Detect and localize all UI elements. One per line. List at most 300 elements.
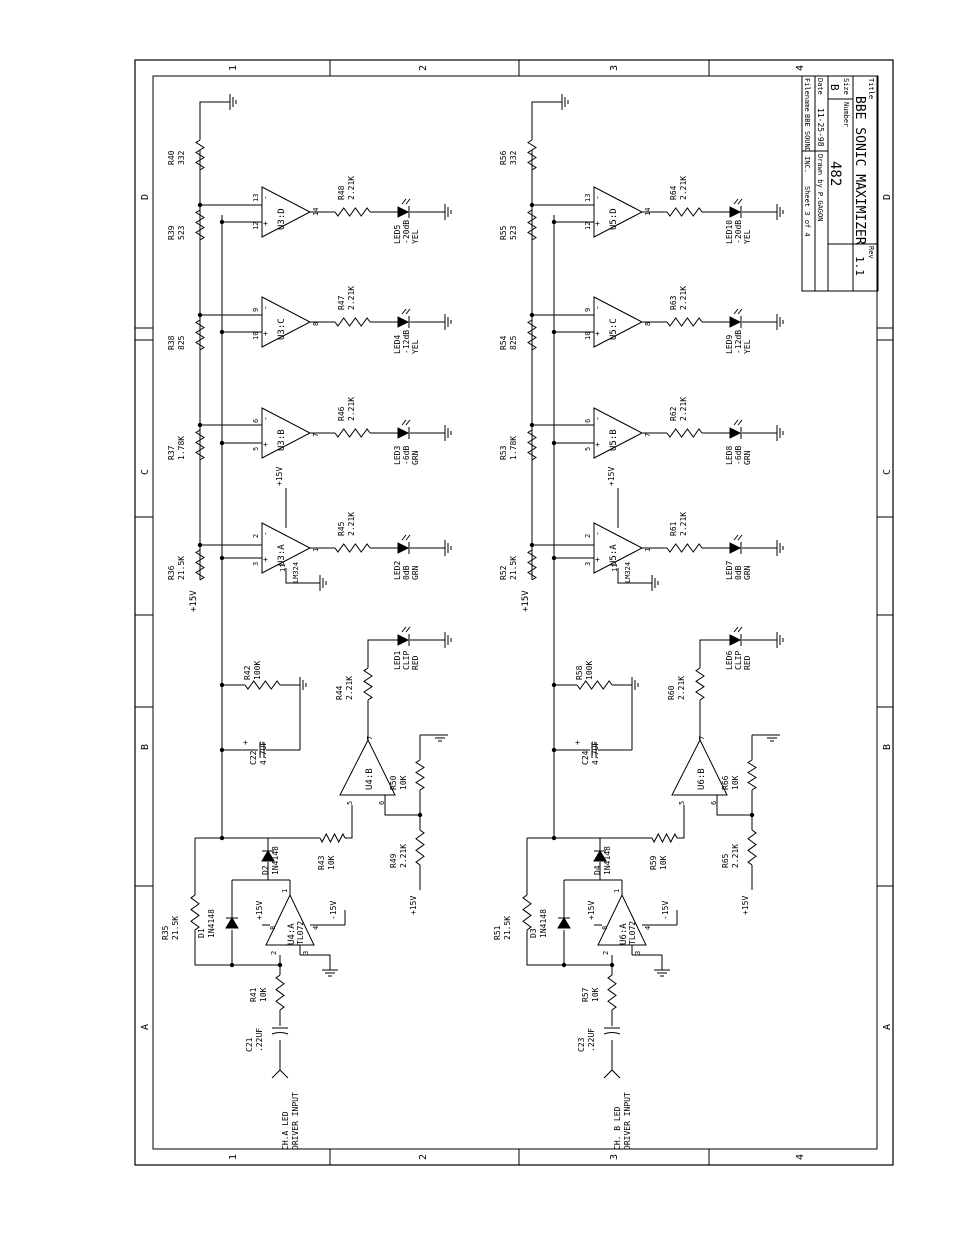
junction-dot	[552, 441, 556, 445]
resistor-label: R38	[167, 335, 176, 350]
resistor-symbol	[667, 208, 702, 216]
title-block	[802, 76, 878, 291]
led-label: CLIP	[734, 650, 743, 670]
wire	[406, 535, 410, 540]
opamp-label: LM324	[624, 561, 632, 583]
wire	[734, 420, 738, 425]
pin-number: 2	[252, 533, 260, 538]
resistor-symbol	[528, 210, 536, 240]
resistor-symbol	[528, 430, 536, 460]
resistor-label: 2.21K	[347, 511, 356, 536]
led-label: LED6	[725, 650, 734, 670]
frame-zone-left: A	[140, 1023, 151, 1030]
pin-number: +	[261, 221, 270, 226]
wire	[406, 309, 410, 314]
resistor-label: R56	[499, 150, 508, 165]
led-label: -20dB	[402, 219, 411, 244]
resistor-label: R48	[337, 185, 346, 200]
wire	[738, 535, 742, 540]
resistor-label: 21.5K	[177, 555, 186, 580]
opamp-label: U3:C	[277, 318, 287, 340]
supply-label: +15V	[255, 900, 264, 920]
resistor-label: R60	[667, 685, 676, 700]
rev-label: Rev	[867, 246, 875, 259]
wire	[402, 627, 406, 632]
resistor-label: 332	[177, 150, 186, 165]
led-label: LED8	[725, 445, 734, 465]
diode-label: 1N4148	[271, 846, 280, 875]
opamp-label: U6:A	[619, 923, 629, 945]
frame-zone-bottom: 2	[418, 1153, 429, 1160]
wire	[738, 199, 742, 204]
pin-number: 5	[346, 800, 354, 805]
led-label: LED4	[393, 334, 402, 354]
capacitor-label: 4.7UF	[591, 740, 600, 765]
wire	[385, 795, 420, 815]
resistor-label: R36	[167, 565, 176, 580]
pin-number: -	[261, 531, 270, 536]
pin-number: 2	[584, 533, 592, 538]
wire	[406, 199, 410, 204]
led-label: 0dB	[734, 565, 743, 580]
wire	[532, 102, 562, 140]
input-label: DRIVER INPUT	[623, 1092, 632, 1150]
drawing-size: B	[828, 84, 841, 91]
diode-label: 1N4148	[539, 909, 548, 938]
led-label: -6dB	[402, 445, 411, 465]
resistor-label: 21.5K	[171, 915, 180, 940]
input-label: CH.A LED	[281, 1111, 290, 1150]
capacitor-label: 4.7UF	[259, 740, 268, 765]
led-label: -6dB	[734, 445, 743, 465]
wire	[734, 309, 738, 314]
resistor-label: 10K	[259, 987, 268, 1002]
pin-number: 13	[584, 193, 592, 202]
junction-dot	[220, 330, 224, 334]
pin-number: 10	[252, 331, 260, 340]
resistor-label: 10K	[659, 855, 668, 870]
resistor-symbol	[577, 681, 612, 689]
resistor-symbol	[416, 830, 424, 865]
supply-label: +15V	[521, 590, 531, 612]
wire	[632, 955, 662, 970]
resistor-label: R63	[669, 295, 678, 310]
pin-number: +	[593, 221, 602, 226]
capacitor-symbol	[272, 1033, 288, 1035]
resistor-label: R47	[337, 295, 346, 310]
opamp-label: U4:B	[365, 768, 375, 790]
resistor-label: 2.21K	[679, 511, 688, 536]
pin-number: 1	[281, 888, 289, 893]
led-label: LED3	[393, 445, 402, 465]
led-label: LED10	[725, 219, 734, 244]
resistor-label: 100K	[585, 660, 594, 680]
pin-number: +	[593, 442, 602, 447]
pin-number: 3	[634, 950, 642, 955]
pin-number: 5	[252, 446, 260, 451]
pin-number: 1	[613, 888, 621, 893]
diode-symbol	[226, 918, 238, 928]
led-label: GRN	[743, 450, 752, 465]
junction-dot	[220, 441, 224, 445]
resistor-symbol	[416, 760, 424, 790]
supply-label: +15V	[607, 466, 616, 486]
frame-zone-top: 4	[795, 64, 806, 71]
pin-number: 11	[279, 563, 287, 572]
pin-number: 8	[269, 925, 277, 930]
sheet-number: Sheet 3 of 4	[803, 186, 811, 237]
wire	[734, 535, 738, 540]
resistor-label: 10K	[399, 775, 408, 790]
frame-zone-right: A	[882, 1023, 893, 1030]
supply-label: -15V	[329, 900, 338, 920]
resistor-label: 21.5K	[509, 555, 518, 580]
led-icon	[730, 543, 740, 553]
resistor-label: R55	[499, 225, 508, 240]
pin-number: 5	[678, 800, 686, 805]
pin-number: 7	[644, 432, 652, 437]
frame-zone-left: C	[140, 468, 151, 475]
diode-label: D1	[197, 928, 206, 938]
pin-number: 13	[252, 193, 260, 202]
pin-number: 8	[644, 321, 652, 326]
channel-b-circuit	[493, 94, 783, 1150]
capacitor-label: C21	[245, 1037, 254, 1052]
resistor-label: 332	[509, 150, 518, 165]
resistor-symbol	[335, 544, 370, 552]
resistor-label: 2.21K	[399, 843, 408, 868]
resistor-label: R39	[167, 225, 176, 240]
pin-number: -	[261, 305, 270, 310]
resistor-label: 2.21K	[345, 675, 354, 700]
pin-number: -	[593, 305, 602, 310]
pin-number: 7	[312, 432, 320, 437]
opamp-label: U4:A	[287, 923, 297, 945]
led-label: RED	[743, 655, 752, 670]
led-label: YEL	[743, 339, 752, 354]
pin-number: +	[593, 331, 602, 336]
pin-number: 3	[252, 561, 260, 566]
led-icon	[398, 428, 408, 438]
opamp-label: U5:B	[609, 429, 619, 451]
wire	[200, 102, 230, 140]
resistor-label: 2.21K	[679, 396, 688, 421]
resistor-symbol	[748, 830, 756, 865]
wire	[402, 199, 406, 204]
resistor-label: 100K	[253, 660, 262, 680]
resistor-label: 1.78K	[177, 435, 186, 460]
led-label: -12dB	[734, 329, 743, 354]
opamp-label: U3:B	[277, 429, 287, 451]
number-label: Number	[842, 102, 850, 128]
resistor-symbol	[667, 544, 702, 552]
resistor-label: R61	[669, 521, 678, 536]
resistor-label: R65	[721, 853, 730, 868]
led-label: LED7	[725, 560, 734, 580]
resistor-label: R52	[499, 565, 508, 580]
frame-zone-left: B	[140, 743, 151, 750]
led-label: YEL	[411, 229, 420, 244]
drawing-filename: BBE SOUND INC.	[803, 114, 811, 174]
capacitor-label: C24	[581, 750, 590, 765]
junction-dot	[552, 220, 556, 224]
frame-zone-right: C	[882, 468, 893, 475]
frame-zone-top: 1	[228, 64, 239, 71]
led-label: CLIP	[402, 650, 411, 670]
pin-number: -	[593, 531, 602, 536]
title-label: Title	[867, 78, 875, 100]
resistor-symbol	[196, 140, 204, 170]
pin-number: +	[261, 557, 270, 562]
led-icon	[398, 635, 408, 645]
pin-number: 12	[252, 221, 260, 230]
led-label: -20dB	[734, 219, 743, 244]
pin-number: 6	[252, 418, 260, 423]
resistor-label: R35	[161, 925, 170, 940]
filename-label: Filename	[803, 78, 811, 112]
wire	[734, 627, 738, 632]
resistor-symbol	[608, 975, 616, 1010]
opamp-label: U5:A	[609, 544, 619, 566]
resistor-symbol	[523, 895, 531, 930]
supply-label: +15V	[409, 895, 418, 915]
capacitor-label: C23	[577, 1037, 586, 1052]
resistor-label: 2.21K	[679, 175, 688, 200]
resistor-symbol	[696, 668, 704, 700]
wire	[402, 420, 406, 425]
resistor-label: R45	[337, 521, 346, 536]
opamp-label: U5:D	[609, 208, 619, 230]
resistor-symbol	[528, 140, 536, 170]
pin-number: 6	[378, 800, 386, 805]
led-label: GRN	[411, 565, 420, 580]
resistor-label: R42	[243, 665, 252, 680]
resistor-label: R58	[575, 665, 584, 680]
resistor-label: 21.5K	[503, 915, 512, 940]
wire	[345, 805, 352, 838]
pin-number: 14	[644, 207, 652, 216]
resistor-label: R53	[499, 445, 508, 460]
pin-number: 8	[312, 321, 320, 326]
resistor-label: R49	[389, 853, 398, 868]
input-label: CH. B LED	[613, 1106, 622, 1150]
drawing-rev: 1.1	[853, 256, 866, 276]
wire	[406, 420, 410, 425]
pin-number: 9	[584, 307, 592, 312]
resistor-label: 10K	[591, 987, 600, 1002]
input-arrow-icon	[604, 1070, 620, 1078]
led-label: LED9	[725, 334, 734, 354]
frame-zone-bottom: 1	[228, 1153, 239, 1160]
resistor-label: R44	[335, 685, 344, 700]
wire	[677, 805, 684, 838]
resistor-label: 825	[509, 335, 518, 350]
resistor-symbol	[335, 208, 370, 216]
led-label: RED	[411, 655, 420, 670]
drawing-date: 11-25-98	[816, 108, 825, 147]
resistor-symbol	[335, 318, 370, 326]
led-icon	[730, 428, 740, 438]
resistor-label: R40	[167, 150, 176, 165]
resistor-label: 523	[177, 225, 186, 240]
resistor-symbol	[320, 834, 345, 842]
resistor-symbol	[276, 975, 284, 1010]
resistor-label: R59	[649, 855, 658, 870]
resistor-symbol	[196, 210, 204, 240]
wire	[402, 535, 406, 540]
resistor-label: 1.78K	[509, 435, 518, 460]
resistor-label: R66	[721, 775, 730, 790]
pin-number: 1	[312, 547, 320, 552]
resistor-symbol	[652, 834, 677, 842]
size-label: Size	[842, 78, 850, 95]
resistor-symbol	[245, 681, 280, 689]
pin-number: 9	[252, 307, 260, 312]
resistor-label: 2.21K	[347, 285, 356, 310]
pin-number: 12	[584, 221, 592, 230]
frame-zone-right: D	[882, 193, 893, 200]
led-label: GRN	[743, 565, 752, 580]
wire	[717, 795, 752, 815]
junction-dot	[220, 556, 224, 560]
resistor-symbol	[667, 318, 702, 326]
pin-number: 2	[602, 950, 610, 955]
diode-symbol	[558, 918, 570, 928]
resistor-symbol	[364, 668, 372, 700]
led-icon	[398, 543, 408, 553]
resistor-label: 2.21K	[677, 675, 686, 700]
junction-dot	[220, 220, 224, 224]
wire	[300, 955, 330, 970]
resistor-symbol	[196, 430, 204, 460]
opamp-label: LM324	[292, 561, 300, 583]
opamp-label: TL072	[628, 920, 637, 945]
frame-zone-left: D	[140, 193, 151, 200]
pin-number: 11	[611, 563, 619, 572]
resistor-label: R46	[337, 406, 346, 421]
resistor-label: 2.21K	[347, 396, 356, 421]
pin-number: 5	[584, 446, 592, 451]
led-label: LED1	[393, 650, 402, 670]
resistor-label: 2.21K	[731, 843, 740, 868]
input-label: DRIVER INPUT	[291, 1092, 300, 1150]
resistor-label: R41	[249, 987, 258, 1002]
pin-number: 6	[710, 800, 718, 805]
resistor-symbol	[196, 550, 204, 580]
led-icon	[730, 207, 740, 217]
channel-a-circuit	[161, 94, 451, 1150]
polarity-mark: +	[241, 740, 250, 745]
pin-number: 7	[698, 735, 706, 740]
pin-number: 2	[270, 950, 278, 955]
resistor-label: 10K	[731, 775, 740, 790]
diode-label: 1N4148	[207, 909, 216, 938]
wire	[406, 627, 410, 632]
pin-number: +	[593, 557, 602, 562]
frame-zone-top: 3	[609, 64, 620, 71]
frame-zone-right: B	[882, 743, 893, 750]
capacitor-label: .22UF	[255, 1027, 264, 1052]
capacitor-symbol	[604, 1033, 620, 1035]
supply-label: +15V	[189, 590, 199, 612]
led-icon	[398, 207, 408, 217]
resistor-label: R43	[317, 855, 326, 870]
resistor-label: 10K	[327, 855, 336, 870]
drawn-by: Drawn by P.GAGON	[816, 154, 824, 222]
pin-number: -	[593, 195, 602, 200]
frame-zone-top: 2	[418, 64, 429, 71]
resistor-label: R64	[669, 185, 678, 200]
led-icon	[398, 317, 408, 327]
pin-number: 4	[644, 925, 652, 930]
led-icon	[730, 635, 740, 645]
pin-number: 3	[302, 950, 310, 955]
pin-number: 6	[584, 418, 592, 423]
opamp-label: U3:A	[277, 544, 287, 566]
capacitor-label: .22UF	[587, 1027, 596, 1052]
pin-number: 10	[584, 331, 592, 340]
resistor-label: 2.21K	[347, 175, 356, 200]
drawing-title: BBE SONIC MAXIMIZER	[852, 96, 867, 245]
pin-number: 8	[601, 925, 609, 930]
led-label: LED2	[393, 560, 402, 580]
led-icon	[730, 317, 740, 327]
wire	[738, 309, 742, 314]
wire	[402, 309, 406, 314]
pin-number: -	[261, 195, 270, 200]
led-label: YEL	[743, 229, 752, 244]
diode-label: D3	[529, 928, 538, 938]
resistor-symbol	[528, 320, 536, 350]
led-label: 0dB	[402, 565, 411, 580]
opamp-label: U6:B	[697, 768, 707, 790]
supply-label: +15V	[587, 900, 596, 920]
supply-label: -15V	[661, 900, 670, 920]
resistor-symbol	[196, 320, 204, 350]
resistor-symbol	[528, 550, 536, 580]
led-label: YEL	[411, 339, 420, 354]
capacitor-label: C22	[249, 750, 258, 765]
wire	[734, 199, 738, 204]
pin-number: -	[261, 416, 270, 421]
pin-number: 14	[312, 207, 320, 216]
led-label: GRN	[411, 450, 420, 465]
diode-label: 1N4148	[603, 846, 612, 875]
diode-label: D2	[261, 865, 270, 875]
opamp-label: U3:D	[277, 208, 287, 230]
frame-zone-bottom: 3	[609, 1153, 620, 1160]
resistor-label: R50	[389, 775, 398, 790]
pin-number: 1	[644, 547, 652, 552]
resistor-symbol	[191, 895, 199, 930]
pin-number: 4	[312, 925, 320, 930]
supply-label: +15V	[741, 895, 750, 915]
date-label: Date	[816, 78, 824, 95]
led-label: LED5	[393, 224, 402, 244]
resistor-symbol	[335, 429, 370, 437]
input-arrow-icon	[272, 1070, 288, 1078]
resistor-symbol	[748, 760, 756, 790]
resistor-symbol	[667, 429, 702, 437]
opamp-label: TL072	[296, 920, 305, 945]
resistor-label: R57	[581, 987, 590, 1002]
polarity-mark: +	[573, 740, 582, 745]
resistor-label: 2.21K	[679, 285, 688, 310]
junction-dot	[552, 556, 556, 560]
wire	[738, 420, 742, 425]
resistor-label: R51	[493, 925, 502, 940]
resistor-label: 523	[509, 225, 518, 240]
